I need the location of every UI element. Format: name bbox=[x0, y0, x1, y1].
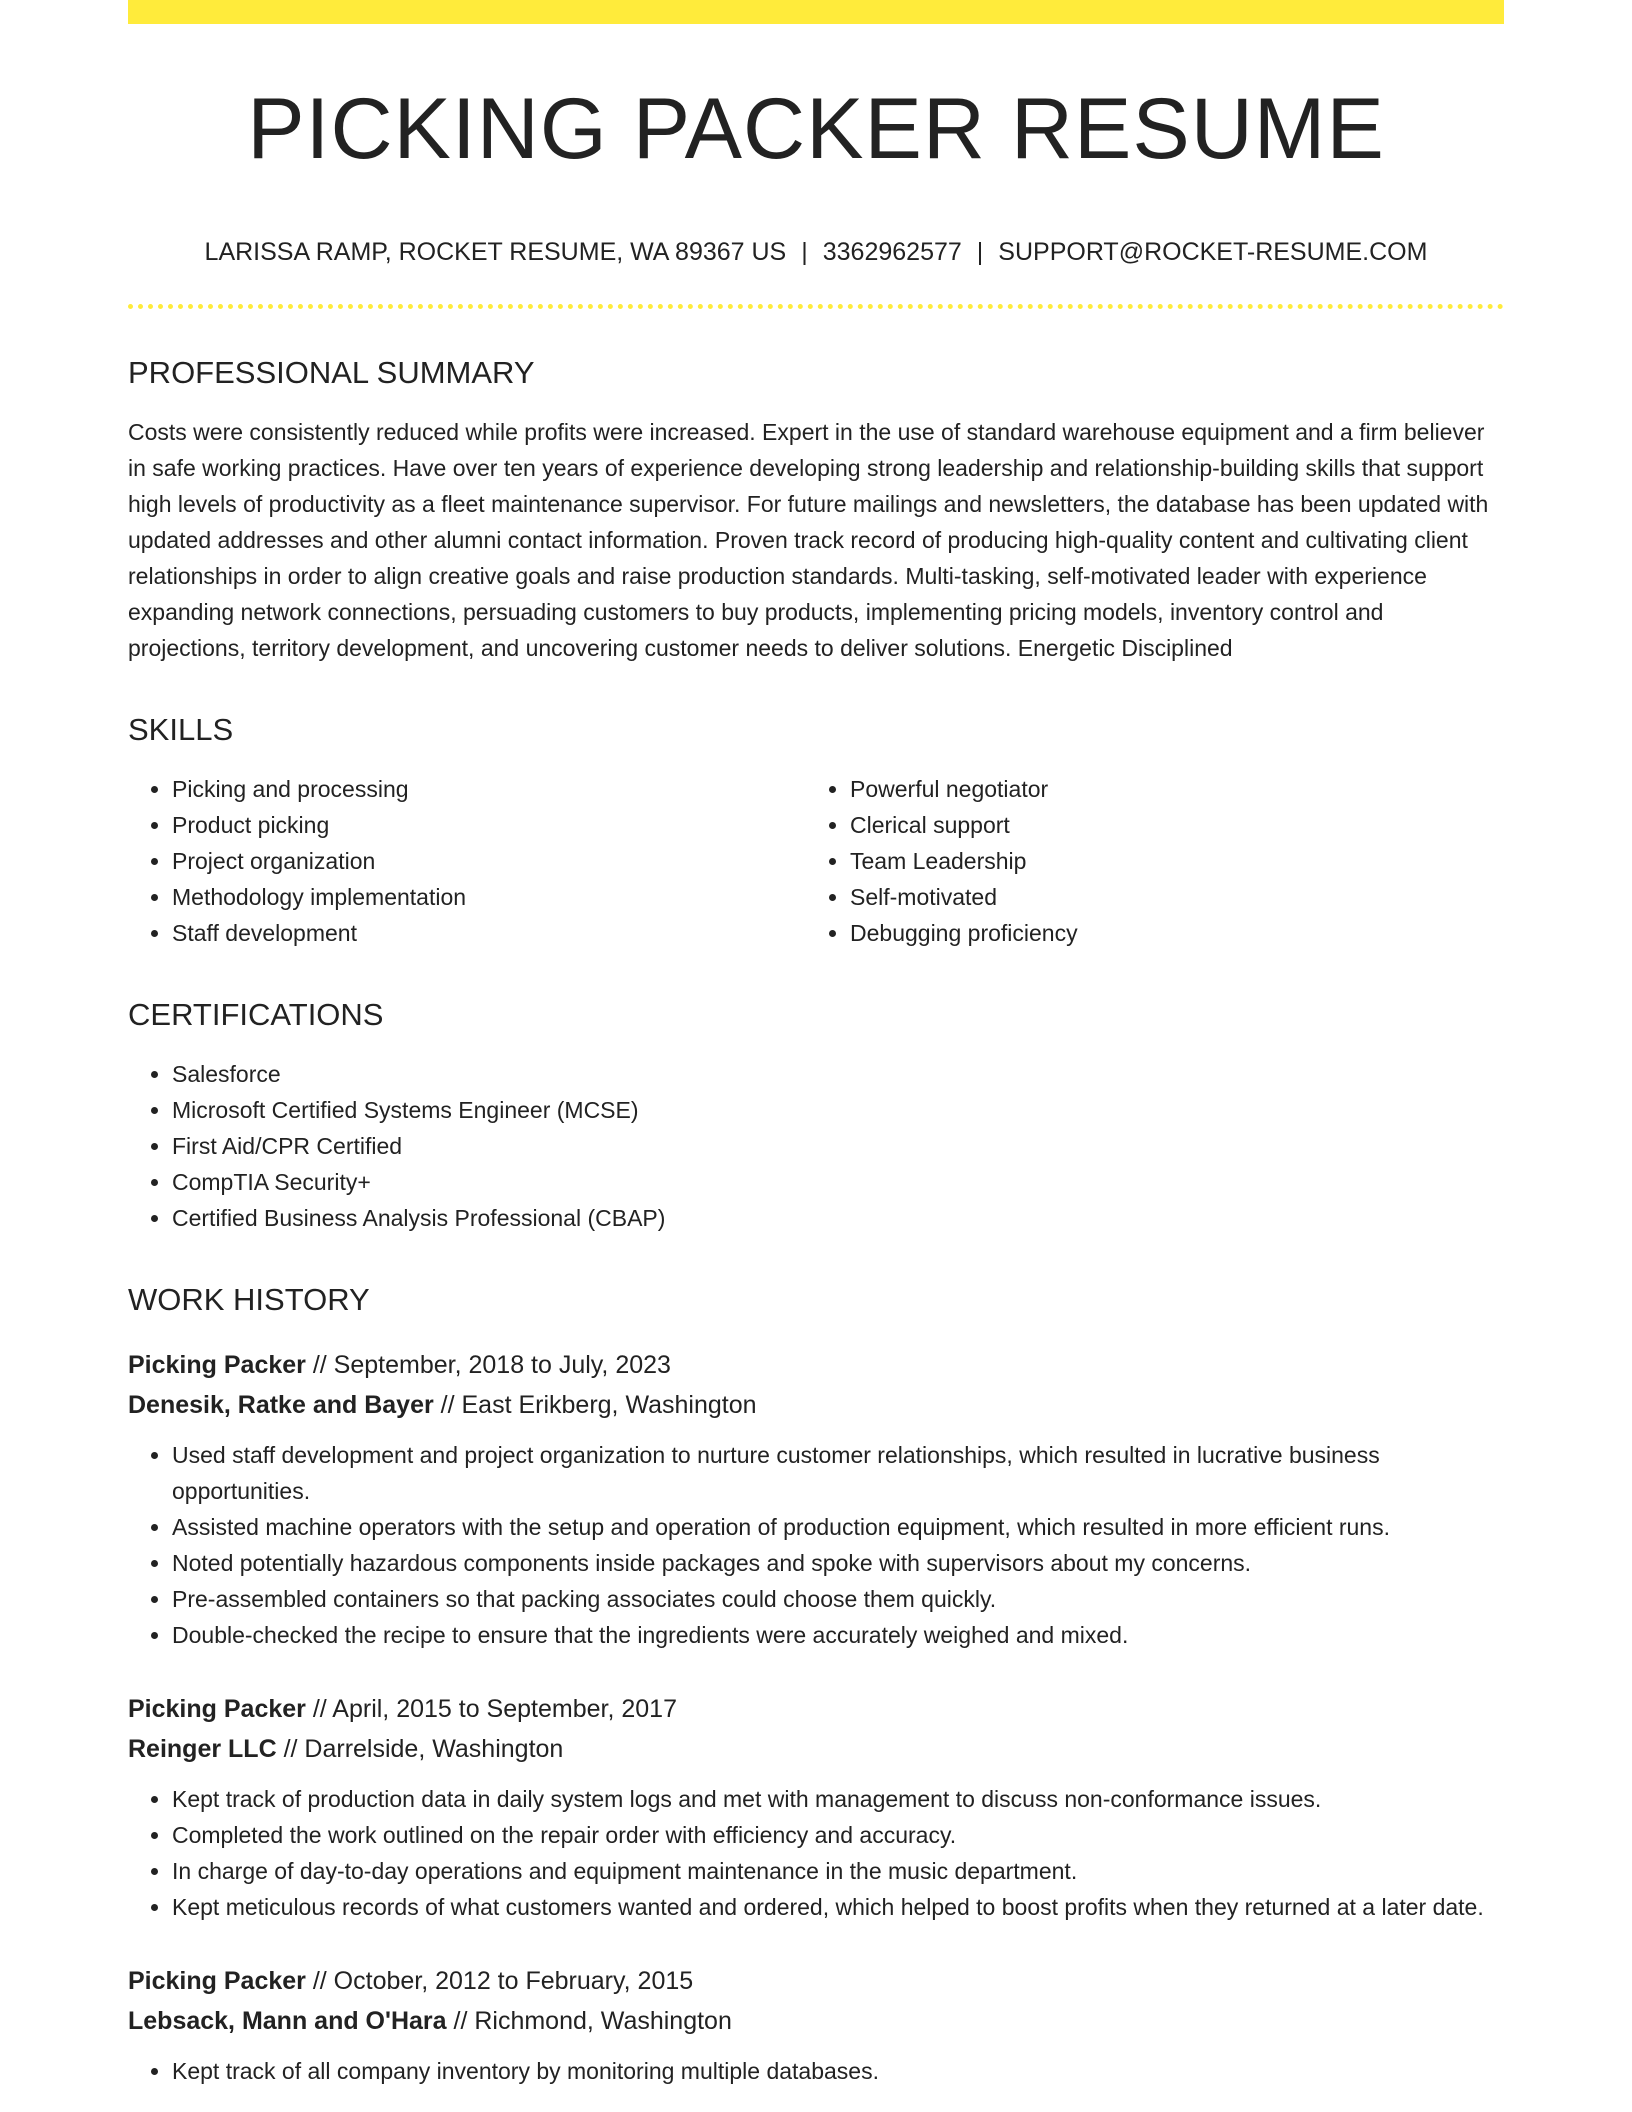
job-company-line bbox=[128, 2001, 1504, 2041]
skills-heading: SKILLS bbox=[128, 712, 234, 747]
skill-item: • Self-motivated bbox=[850, 879, 1484, 915]
job-company: Denesik, Ratke and Bayer bbox=[128, 1391, 434, 1419]
top-accent-bar bbox=[128, 0, 1504, 24]
job-bullets bbox=[128, 1437, 1504, 1653]
skill-item: • Clerical support bbox=[850, 807, 1484, 843]
work-history-heading: WORK HISTORY bbox=[128, 1282, 370, 1317]
summary-text: Costs were consistently reduced while profits were increased. Expert in the use of standard warehouse equipment and a firm believer in safe working practices. Have over ten years of experience developing strong leadership and relationship-building skills that support high levels of productivity as a fleet maintenance supervisor. For future mailings and newsletters, the database has been updated with updated addresses and other alumni contact information. Proven track record of producing high-quality content and cultivating client relationships in order to align creative goals and raise production standards. Multi-tasking, self-motivated leader with experience expanding network connections, persuading customers to buy products, implementing pricing models, inventory control and projections, territory development, and uncovering customer needs to deliver solutions. Energetic Disciplined bbox=[128, 419, 1489, 661]
job-title-line bbox=[128, 1961, 1504, 2001]
job-bullet: • Assisted machine operators with the setup and operation of production equipment, which resulted in more efficient runs. bbox=[172, 1509, 1504, 1545]
job-dates: // September, 2018 to July, 2023 bbox=[305, 1351, 671, 1379]
certifications-list-wrap bbox=[128, 1056, 1504, 1236]
job-title: Picking Packer bbox=[128, 1967, 306, 1995]
job-bullet: • Kept track of production data in daily system logs and met with management to discuss non-conformance issues. bbox=[172, 1781, 1504, 1817]
job-title: Picking Packer bbox=[128, 1351, 306, 1379]
job-bullet: • In charge of day-to-day operations and equipment maintenance in the music department. bbox=[172, 1853, 1504, 1889]
job-bullet: • Noted potentially hazardous components inside packages and spoke with supervisors about my concerns. bbox=[172, 1545, 1504, 1581]
job-company: Reinger LLC bbox=[128, 1735, 277, 1763]
resume-page bbox=[128, 0, 1504, 2089]
job-bullets bbox=[128, 1781, 1504, 1925]
summary-heading: PROFESSIONAL SUMMARY bbox=[128, 355, 535, 390]
skill-item: • Team Leadership bbox=[850, 843, 1484, 879]
skills-right-column bbox=[806, 771, 1484, 951]
contact-address: LARISSA RAMP, ROCKET RESUME, WA 89367 US bbox=[204, 238, 787, 266]
certification-item: • Certified Business Analysis Professional (CBAP) bbox=[172, 1200, 1504, 1236]
job-location: // East Erikberg, Washington bbox=[433, 1391, 757, 1419]
job-bullet: • Double-checked the recipe to ensure that the ingredients were accurately weighed and mixed. bbox=[172, 1617, 1504, 1653]
contact-separator: | bbox=[976, 238, 984, 266]
job-entry bbox=[128, 1345, 1504, 1653]
certifications-heading: CERTIFICATIONS bbox=[128, 997, 384, 1032]
job-title: Picking Packer bbox=[128, 1695, 306, 1723]
contact-phone: 3362962577 bbox=[822, 238, 962, 266]
skills-columns bbox=[128, 771, 1504, 951]
certification-item: • First Aid/CPR Certified bbox=[172, 1128, 1504, 1164]
job-bullet: • Completed the work outlined on the repair order with efficiency and accuracy. bbox=[172, 1817, 1504, 1853]
certifications-list bbox=[128, 1056, 1504, 1236]
job-bullet: • Kept track of all company inventory by monitoring multiple databases. bbox=[172, 2053, 1504, 2089]
contact-email: SUPPORT@ROCKET-RESUME.COM bbox=[998, 238, 1428, 266]
skills-list-left bbox=[128, 771, 806, 951]
certification-item: • Microsoft Certified Systems Engineer (MCSE) bbox=[172, 1092, 1504, 1128]
dotted-divider bbox=[128, 304, 1504, 309]
contact-separator: | bbox=[801, 238, 808, 266]
job-title-line bbox=[128, 1345, 1504, 1385]
skill-item: • Product picking bbox=[172, 807, 806, 843]
job-bullets bbox=[128, 2053, 1504, 2089]
skill-item: • Debugging proficiency bbox=[850, 915, 1484, 951]
contact-line bbox=[128, 240, 1504, 265]
job-title-line bbox=[128, 1689, 1504, 1729]
job-company-line bbox=[128, 1729, 1504, 1769]
job-location: // Darrelside, Washington bbox=[276, 1735, 564, 1763]
job-company: Lebsack, Mann and O'Hara bbox=[128, 2007, 447, 2035]
skill-item: • Powerful negotiator bbox=[850, 771, 1484, 807]
skills-list-right bbox=[806, 771, 1484, 951]
skill-item: • Staff development bbox=[172, 915, 806, 951]
skill-item: • Picking and processing bbox=[172, 771, 806, 807]
skills-left-column bbox=[128, 771, 806, 951]
certification-item: • Salesforce bbox=[172, 1056, 1504, 1092]
job-location: // Richmond, Washington bbox=[446, 2007, 732, 2035]
resume-title: PICKING PACKER RESUME bbox=[247, 81, 1385, 177]
job-bullet: • Used staff development and project organization to nurture customer relationships, which resulted in lucrative business opportunities. bbox=[172, 1437, 1504, 1509]
job-company-line bbox=[128, 1385, 1504, 1425]
job-bullet: • Pre-assembled containers so that packing associates could choose them quickly. bbox=[172, 1581, 1504, 1617]
skill-item: • Methodology implementation bbox=[172, 879, 806, 915]
job-dates: // April, 2015 to September, 2017 bbox=[305, 1695, 677, 1723]
certification-item: • CompTIA Security+ bbox=[172, 1164, 1504, 1200]
job-entry bbox=[128, 1961, 1504, 2089]
job-entry bbox=[128, 1689, 1504, 1925]
job-dates: // October, 2012 to February, 2015 bbox=[305, 1967, 694, 1995]
skill-item: • Project organization bbox=[172, 843, 806, 879]
job-bullet: • Kept meticulous records of what customers wanted and ordered, which helped to boost profits when they returned at a later date. bbox=[172, 1889, 1504, 1925]
